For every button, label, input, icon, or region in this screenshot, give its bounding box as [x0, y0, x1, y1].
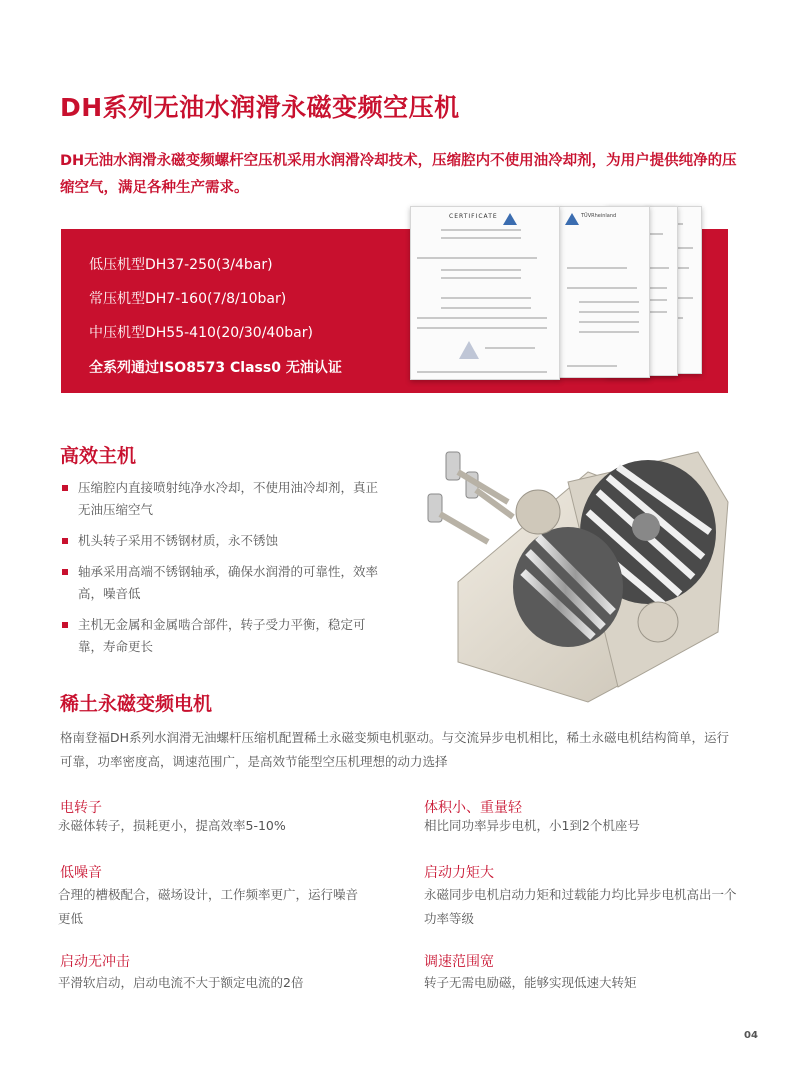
- feature-text-rotor: 永磁体转子，损耗更小，提高效率5-10%: [58, 818, 286, 833]
- bullet-square-icon: [62, 538, 68, 544]
- feature-text-soft-start: 平滑软启动，启动电流不大于额定电流的2倍: [58, 975, 304, 990]
- compressor-airend-image: [418, 432, 740, 704]
- certificates-image: [410, 206, 700, 378]
- motor-description: 格南登福DH系列水润滑无油螺杆压缩机配置稀土永磁变频电机驱动。与交流异步电机相比，稀土永磁电机结构简单，运行可靠，功率密度高，调速范围广，是高效节能型空压机理想的动力选择: [60, 730, 730, 769]
- feature-heading-speed-range: 调速范围宽: [424, 954, 494, 970]
- feature-text-compact: 相比同功率异步电机，小1到2个机座号: [424, 818, 640, 833]
- page-number: 04: [744, 1030, 758, 1041]
- band-line-normal-pressure: 常压机型DH7-160(7/8/10bar): [89, 291, 287, 307]
- intro-text: DH无油水润滑永磁变频螺杆空压机采用水润滑冷却技术，压缩腔内不使用油冷却剂，为用户提供纯净的压缩空气，满足各种生产需求。: [60, 153, 737, 196]
- band-line-certification: 全系列通过ISO8573 Class0 无油认证: [89, 360, 342, 376]
- list-item: 主机无金属和金属啮合部件，转子受力平衡，稳定可靠，寿命更长: [62, 614, 382, 658]
- feature-text-low-noise: 合理的槽极配合，磁场设计，工作频率更广，运行噪音更低: [58, 887, 359, 926]
- bullet-square-icon: [62, 622, 68, 628]
- airend-feature-list: [62, 477, 382, 667]
- feature-heading-compact: 体积小、重量轻: [424, 800, 522, 816]
- section-pm-motor-title: 稀土永磁变频电机: [60, 693, 213, 715]
- feature-heading-soft-start: 启动无冲击: [60, 954, 130, 970]
- feature-heading-low-noise: 低噪音: [60, 865, 102, 881]
- list-item: 轴承采用高端不锈钢轴承，确保水润滑的可靠性，效率高，噪音低: [62, 561, 382, 605]
- bullet-square-icon: [62, 485, 68, 491]
- certificate-page-2: [558, 206, 650, 378]
- feature-heading-torque: 启动力矩大: [424, 865, 494, 881]
- feature-text-torque: 永磁同步电机启动力矩和过载能力均比异步电机高出一个功率等级: [424, 887, 737, 926]
- page-title: DH系列无油水润滑永磁变频空压机: [60, 93, 460, 122]
- certificate-issuer: TÜVRheinland: [581, 213, 617, 219]
- bullet-square-icon: [62, 569, 68, 575]
- band-line-low-pressure: 低压机型DH37-250(3/4bar): [89, 257, 273, 273]
- band-line-medium-pressure: 中压机型DH55-410(20/30/40bar): [89, 325, 313, 341]
- list-item: 机头转子采用不锈钢材质，永不锈蚀: [62, 530, 382, 552]
- section-efficient-airend-title: 高效主机: [60, 445, 137, 467]
- certificate-heading: CERTIFICATE: [449, 213, 498, 220]
- certificate-page-1: [410, 206, 560, 380]
- feature-text-speed-range: 转子无需电励磁，能够实现低速大转矩: [424, 975, 637, 990]
- feature-heading-rotor: 电转子: [60, 800, 102, 816]
- list-item: 压缩腔内直接喷射纯净水冷却，不使用油冷却剂，真正无油压缩空气: [62, 477, 382, 521]
